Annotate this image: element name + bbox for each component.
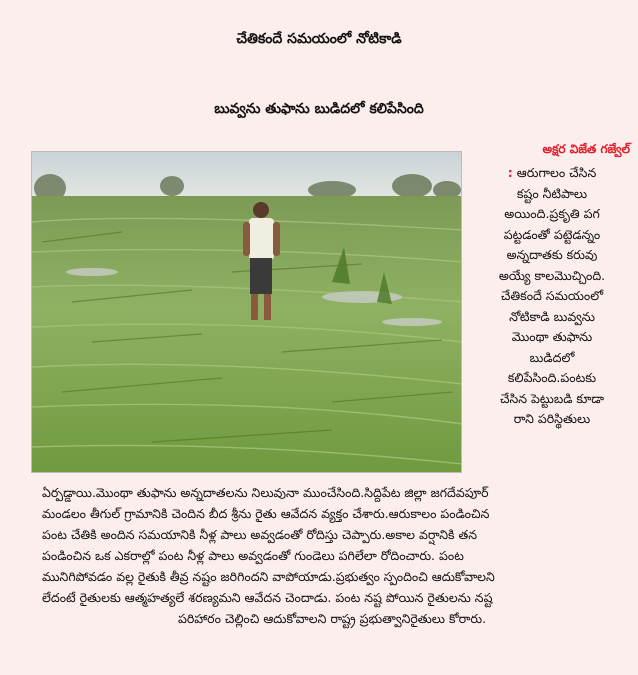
article-side-line: అయింది.ప్రకృతి పగ [504,206,600,221]
article-body-line: పండించిన ఒక ఎకరాల్లో పంట నీళ్ల పాలు అవ్వడంతో గుండెలు పగిలేలా రోదించారు. పంట [42,548,464,563]
article-body [42,482,622,629]
article-body-line: మండలం తీగుల్ గ్రామానికి చెందిన బీద శ్రీను రైతు ఆవేదన వ్యక్తం చేశారు.ఆరుకాలం పండించిన [42,506,490,521]
article-side-line: అయ్యే కాలమొచ్చింది. [498,267,606,283]
article-side-line: చేతికందే సమయంలో [500,288,604,303]
flattened-paddy-field-photo [32,152,462,473]
article-body-line: పంట చేతికి అందిన సమయానికి నీళ్ల పాలు అవ్వడంతో రోదిస్తు చెప్పారు.అకాల వర్షానికి తన [42,527,478,542]
article-side-line: నోటికాడి బువ్వను [509,308,595,324]
article-body-line: మునిగిపోవడం వల్ల రైతుకి తీవ్ర నష్టం జరిగిందని వాపోయాడు.ప్రభుత్వం స్పందించి ఆదుకోవాలని [42,569,495,584]
article-body-line: ఏర్పడ్డాయి.మొంథా తుఫాను అన్నదాతలను నిలువునా ముంచేసింది.సిద్దిపేట జిల్లా జగదేవపూర్ [42,485,489,500]
article-body-line: లేదంటే రైతులకు ఆత్మహత్యలే శరణ్యమని ఆవేదన చెందాడు. పంట నష్ట పోయిన రైతులను నష్ట [42,590,493,605]
article-side-column [468,163,636,430]
article-body-line: పరిహారం చెల్లించి ఆదుకోవాలని రాష్ట్ర ప్రభుత్వానిరైతులు కోరారు. [177,611,487,626]
article-side-line: కష్టం నీటిపాలు [516,185,588,201]
article-side-line: చేసిన పెట్టుబడి కూడా [499,390,605,406]
byline: అక్షర విజేత గజ్వేల్ [542,142,630,156]
news-photo [31,151,462,473]
article-side-line: పట్టడంతో పట్టెడన్నం [503,226,601,242]
bullet-mark: : [507,165,513,180]
article-side-line: బుడిదలో [529,349,575,365]
article-side-line: కలిపేసింది.పంటకు [507,370,597,385]
article-side-line: అన్నదాతకు కరువు [506,247,598,262]
article-side-line: మొంథా తుఫాను [511,329,593,344]
headline-line-1: చేతికందే సమయంలో నోటికాడి [236,31,402,47]
article-side-line: : ఆరుగాలం చేసిన [507,165,597,180]
article-side-line: రాని పరిస్థితులు [513,411,591,426]
headline-line-2: బువ్వను తుఫాను బుడిదలో కలిపేసింది [214,101,424,117]
